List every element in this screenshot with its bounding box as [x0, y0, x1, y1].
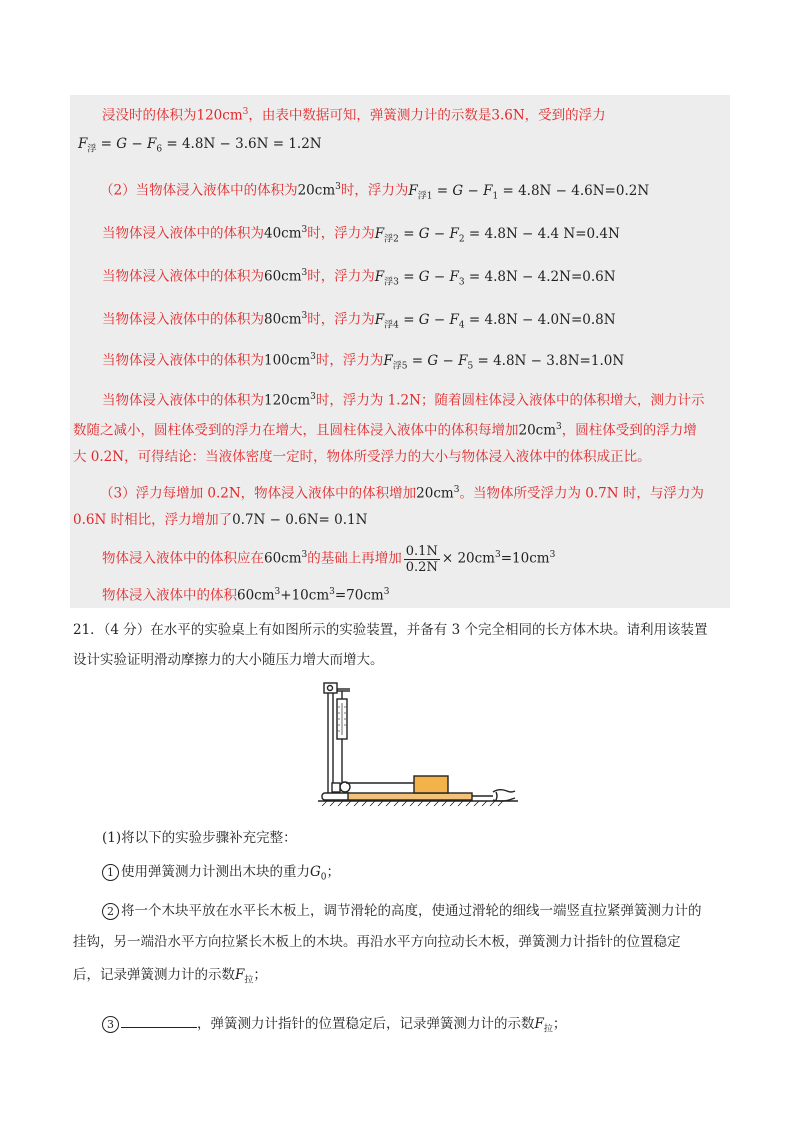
- answer-blank[interactable]: [121, 1013, 197, 1028]
- solution-line-3: （2）当物体浸入液体中的体积为$20cm^3$时，浮力为$F_{浮1} = G - F_1 = 4.8N - 4.6N=0.2N$: [100, 182, 650, 202]
- step-number: 1: [102, 864, 119, 881]
- question-line-2: 设计实验证明滑动摩擦力的大小随压力增大而增大。: [73, 652, 384, 668]
- step-number: 3: [102, 1016, 119, 1033]
- apparatus-figure: [318, 675, 518, 815]
- solution-line-12: 0.6N 时相比，浮力增加了0.7N − 0.6N= 0.1N: [73, 512, 368, 528]
- solution-line-5: 当物体浸入液体中的体积为$60cm^3$时，浮力为$F_{浮3} = G - F_3 = 4.8N - 4.2N=0.6N$: [102, 268, 616, 288]
- solution-line-1: 浸没时的体积为$120cm^3$，由表中数据可知，弹簧测力计的示数是3.6N，受到的浮力: [102, 107, 606, 124]
- solution-line-7: 当物体浸入液体中的体积为$100cm^3$时，浮力为$F_{浮5} = G - F_5 = 4.8N - 3.8N=1.0N$: [102, 352, 625, 372]
- solution-line-8: 当物体浸入液体中的体积为$120cm^3$时，浮力为 1.2N；随着圆柱体浸入液体中的体积增大，测力计示: [102, 392, 705, 409]
- solution-line-9: 数随之减小，圆柱体受到的浮力在增大，且圆柱体浸入液体中的体积每增加$20cm^3$，圆柱体受到的浮力增: [73, 422, 697, 439]
- solution-line-13: 物体浸入液体中的体积应在$60cm^3$的基础上再增加 $\frac{0.1N}{0.2N}$ × $20cm^3=10cm^3$: [102, 543, 556, 575]
- step-2-line-2: 挂钩，另一端沿水平方向拉紧长木板上的木块。再沿水平方向拉动长木板，弹簧测力计指针的位置稳定: [73, 934, 681, 950]
- solution-line-10: 大 0.2N，可得结论：当液体密度一定时，物体所受浮力的大小与物体浸入液体中的体积成正比。: [73, 449, 651, 465]
- step-2-line-1: 2 将一个木块平放在水平长木板上，调节滑轮的高度，使通过滑轮的细线一端竖直拉紧弹簧测力计的: [102, 902, 702, 920]
- solution-line-11: （3）浮力每增加 0.2N，物体浸入液体中的体积增加$20cm^3$。当物体所受浮力为 0.7N 时，与浮力为: [100, 485, 704, 502]
- fraction: $\frac{0.1N}{0.2N}$: [405, 543, 438, 575]
- step-number: 2: [102, 903, 119, 920]
- step-3: 3 ，弹簧测力计指针的位置稳定后，记录弹簧测力计的示数$F_拉$；: [102, 1013, 566, 1039]
- step-intro: (1)将以下的实验步骤补充完整：: [102, 830, 297, 846]
- solution-line-6: 当物体浸入液体中的体积为$80cm^3$时，浮力为$F_{浮4} = G - F_4 = 4.8N - 4.0N=0.8N$: [102, 311, 616, 331]
- step-2-line-3: 后，记录弹簧测力计的示数$F_拉$；: [73, 967, 267, 986]
- solution-line-4: 当物体浸入液体中的体积为$40cm^3$时，浮力为$F_{浮2} = G - F_2 = 4.8N - 4.4$ N=0.4N: [102, 225, 620, 245]
- question-line-1: 21．（4 分）在水平的实验桌上有如图所示的实验装置，并备有 3 个完全相同的长方体木块。请利用该装置: [73, 622, 708, 638]
- solution-line-2: $F_浮 = G - F_6 = 4.8N - 3.6N = 1.2N$: [78, 136, 322, 155]
- step-1: 1 使用弹簧测力计测出木块的重力$G_0$；: [102, 863, 340, 887]
- solution-line-14: 物体浸入液体中的体积$60cm^3+10cm^3=70cm^3$: [102, 587, 390, 604]
